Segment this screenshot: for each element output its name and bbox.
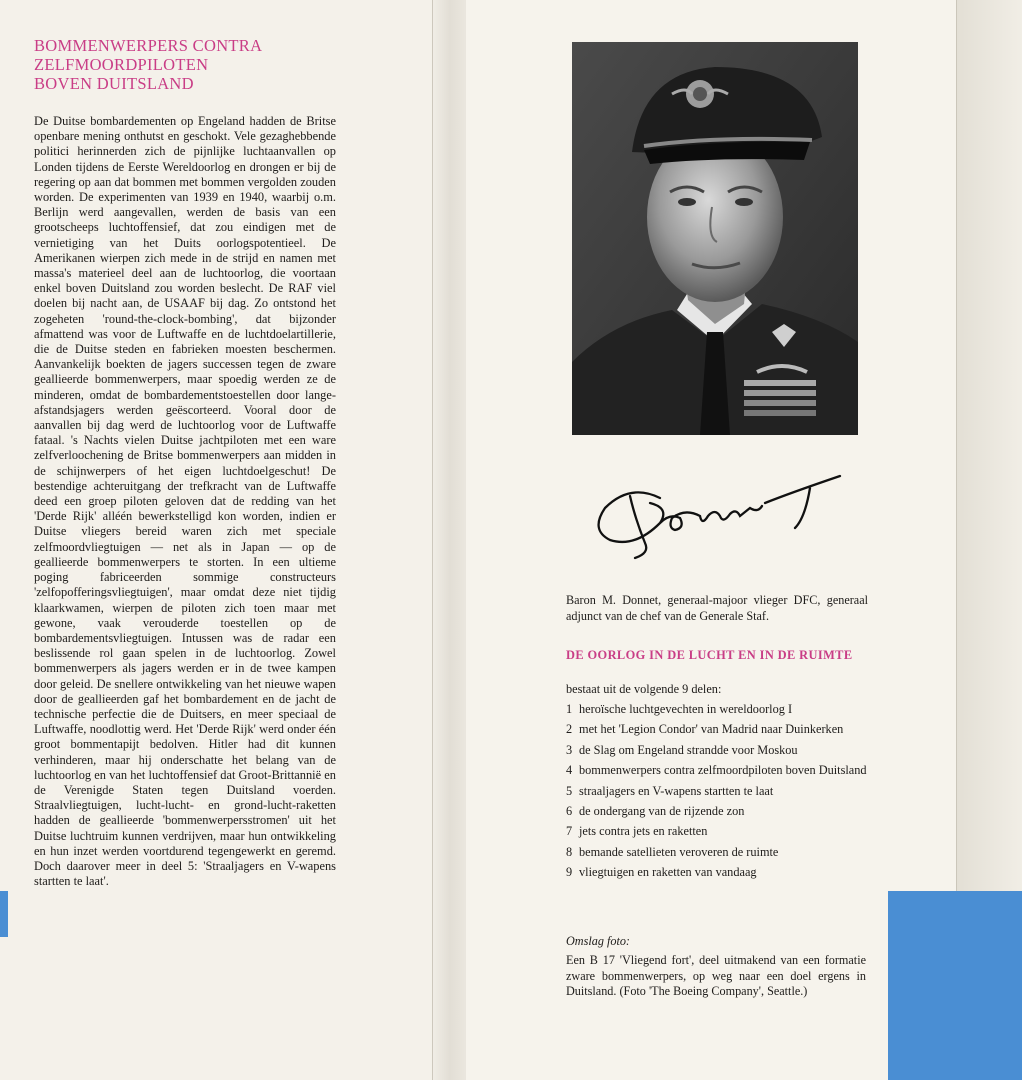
list-item [566, 722, 876, 737]
list-item [566, 804, 876, 819]
page-gutter [432, 0, 468, 1080]
item-title: jets contra jets en raketten [579, 824, 708, 839]
portrait-photo [572, 42, 858, 435]
blue-edge-strip [0, 891, 8, 937]
photo-caption: Baron M. Donnet, generaal-majoor vlieger DFC, generaal adjunct van de chef van de Generale Staf. [566, 593, 868, 623]
item-title: de ondergang van de rijzende zon [579, 803, 745, 818]
item-number: 8 [566, 844, 573, 859]
item-title: de Slag om Engeland strandde voor Moskou [579, 742, 798, 757]
item-title: vliegtuigen en raketten van vandaag [579, 865, 757, 880]
item-number: 2 [566, 722, 573, 737]
series-list [566, 702, 876, 886]
item-title: bemande satellieten veroveren de ruimte [579, 844, 779, 859]
item-number: 3 [566, 742, 573, 757]
heading-line: BOVEN DUITSLAND [34, 74, 194, 93]
item-title: met het 'Legion Condor' van Madrid naar Duinkerken [579, 722, 844, 737]
blue-cover-block [888, 891, 1022, 1080]
item-title: heroïsche luchtgevechten in wereldoorlog I [579, 702, 793, 716]
item-title: bommenwerpers contra zelfmoordpiloten boven Duitsland [579, 763, 867, 778]
heading-line: BOMMENWERPERS CONTRA [34, 36, 263, 55]
item-number: 1 [566, 702, 573, 716]
cover-photo-label: Omslag foto: [566, 934, 630, 948]
cover-photo-text: Een B 17 'Vliegend fort', deel uitmakend van een formatie zware bommenwerpers, op weg naar een doel ergens in Duitsland. (Foto 'The Boeing Company', Seattle.) [566, 953, 866, 998]
article-body: De Duitse bombardementen op Engeland hadden de Britse openbare mening onthutst en geschokt. Vele gezaghebbende politici herinnerden zich de pijnlijke luchtaanvallen op Londen tijdens de Eerste Wereldoorlog en drongen er bij de regering op aan dat bommen met bommen vergolden zouden worden. De experimenten van 1939 en 1940, waarbij o.m. Berlijn werd aangevallen, werden de basis van een grootscheeps luchtoffensief, dat zou eindigen met de vernietiging van het Duits oorlogspotentieel. De Amerikanen wierpen zich mede in de strijd en namen met massa's materieel deel aan de luchtoorlog, die voortaan enkel boven Duitsland zou worden beslecht. De RAF viel doelen bij nacht aan, de USAAF bij dag. Zo ontstond het zogeheten 'round-the-clock-bombing', dat bijzonder afmattend was voor de Luftwaffe en de luchtdoelartillerie, die de Duitse steden en fabrieken moesten beschermen. Aanvankelijk boekten de jagers successen tegen de zware geallieerde bommenwerpers, maar spoedig werden ze de minderen, omdat de bombardementstoestellen door lange-afstandsjagers werden geëscorteerd. Vooral door de aanvallen bij dag werd de luchtoorlog voor de Luftwaffe fataal. 's Nachts vielen Duitse jachtpiloten met een ware zelfverloochening de Britse bommenwerpers aan midden in de schijnwerpers of het eigen luchtdoelgeschut! De bestendige achteruitgang der trefkracht van de Luftwaffe deed een groep piloten geloven dat de redding van het 'Derde Rijk' alléén bewerkstelligd kon worden, indien er Duitse vliegers bereid waren zich met speciale zelfmoordvliegtuigen — net als in Japan — op de geallieerde bommenwerpers te storten. In een ultieme poging fabriceerden sommige constructeurs 'zelfopofferingsvliegtuigen', maar omdat deze niet tijdig klaarkwamen, wierpen de piloten zich toen maar met gewone, vaak verouderde toestellen op de bombardementsvliegtuigen. Intussen was de radar een beslissende rol gaan spelen in de luchtoorlog. Zowel bommenwerpers als jagers werden er in de twee kampen door geleid. De snellere ontwikkeling van het nieuwe wapen door de geallieerden gaf het bombardement en de jacht de technische perfectie die de Duitsers, en meer speciaal de Luftwaffe, noodlottig werd. Het 'Derde Rijk' werd onder één groot bommentapijt bedolven. Hitler had dit kunnen verhinderen, maar hij onderschatte het belang van de luchtoorlog en van het luchtoffensief dat Groot-Brittannië en de Verenigde Staten tegen Duitsland voerden. Straalvliegtuigen, lucht-lucht- en grond-lucht-raketten hadden de geallieerde 'bommenwerpersstromen' uit het Duitse luchtruim kunnen verdrijven, maar hun ontwikkeling en hun inzet werden voortdurend tegengewerkt en geremd. Doch daarover meer in deel 5: 'Straaljagers en V-wapens startten te laat'. [34, 114, 336, 889]
list-item [566, 784, 876, 799]
list-item [566, 845, 876, 860]
list-item [566, 702, 876, 717]
item-number: 5 [566, 783, 573, 798]
list-item [566, 743, 876, 758]
heading-line: ZELFMOORDPILOTEN [34, 55, 209, 74]
item-number: 4 [566, 763, 573, 778]
item-number: 7 [566, 824, 573, 839]
portrait-image [572, 42, 858, 435]
item-title: straaljagers en V-wapens startten te laat [579, 783, 774, 798]
item-number: 9 [566, 865, 573, 880]
article-heading [34, 36, 364, 93]
item-number: 6 [566, 803, 573, 818]
signature-image [590, 468, 850, 568]
series-intro: bestaat uit de volgende 9 delen: [566, 682, 722, 696]
list-item [566, 824, 876, 839]
list-item [566, 763, 876, 778]
list-item [566, 865, 876, 880]
series-title: DE OORLOG IN DE LUCHT EN IN DE RUIMTE [566, 648, 853, 662]
